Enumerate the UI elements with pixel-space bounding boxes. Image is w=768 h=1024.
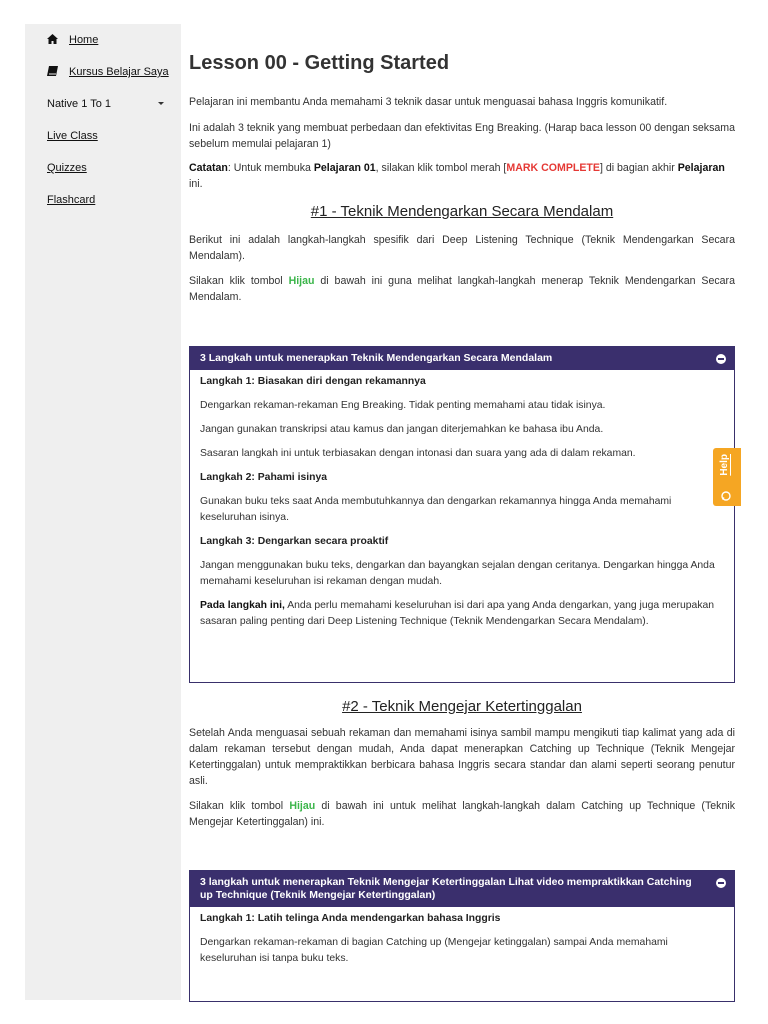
intro-paragraph: Pelajaran ini membantu Anda memahami 3 teknik dasar untuk menguasai bahasa Inggris komunikatif. [189,96,668,108]
sidebar-item-label: Kursus Belajar Saya [69,66,169,78]
collapse-icon[interactable] [716,354,726,364]
accordion-title: 3 langkah untuk menerapkan Teknik Mengejar Ketertinggalan Lihat video mempraktikkan Catching up Technique (Teknik Mengejar Ketertinggalan) [200,876,692,901]
sidebar-item-native[interactable] [47,98,111,110]
step-paragraph: Jangan menggunakan buku teks, dengarkan dan bayangkan sejalan dengan ceritanya. Dengarkan hingga Anda memahami keseluruhan isi rekaman dengan mudah. [200,560,715,587]
help-button[interactable] [713,448,741,506]
step-paragraph: Sasaran langkah ini untuk terbiasakan dengan intonasi dan suara yang ada di dalam rekaman. [200,448,636,459]
step-heading: Langkah 1: Latih telinga Anda mendengarkan bahasa Inggris [200,913,501,924]
sidebar [25,24,181,1000]
accordion-body [190,370,734,630]
sidebar-item-label: Flashcard [47,194,96,206]
step-paragraph: Pada langkah ini, Anda perlu memahami keseluruhan isi dari apa yang Anda dengarkan, yang juga merupakan sasaran paling penting dari Deep Listening Technique (Teknik Mendengarkan Secara Mendalam). [200,600,715,627]
sidebar-item-label: Native 1 To 1 [47,98,112,110]
sidebar-item-live-class[interactable] [47,130,98,142]
collapse-icon[interactable] [716,878,726,888]
step-heading: Langkah 3: Dengarkan secara proaktif [200,536,389,547]
accordion-panel [189,346,735,683]
step-paragraph: Dengarkan rekaman-rekaman di bagian Catching up (Mengejar ketinggalan) sampai Anda memahami keseluruhan isi tanpa buku teks. [200,937,668,964]
accordion-header[interactable] [190,871,734,907]
sidebar-item-courses[interactable] [47,66,169,79]
help-label: Help [719,454,730,476]
home-icon [47,34,61,47]
sidebar-item-label: Home [69,34,99,46]
section-paragraph: Silakan klik tombol Hijau di bawah ini untuk melihat langkah-langkah dalam Catching up Technique (Teknik Mengejar Ketertinggalan) ini. [189,800,735,828]
sidebar-item-label: Live Class [47,130,98,142]
section-heading: #2 - Teknik Mengejar Ketertinggalan [342,698,582,715]
accordion-header[interactable] [190,347,734,370]
section-heading: #1 - Teknik Mendengarkan Secara Mendalam [310,203,614,220]
step-paragraph: Gunakan buku teks saat Anda membutuhkannya dan dengarkan rekamannya hingga Anda memahami keseluruhan isinya. [200,496,672,523]
step-paragraph: Jangan gunakan transkripsi atau kamus dan jangan diterjemahkan ke bahasa ibu Anda. [200,424,604,435]
accordion-body [190,907,734,967]
book-icon [47,66,61,79]
accordion-panel [189,870,735,1002]
note-paragraph: Catatan: Untuk membuka Pelajaran 01, silakan klik tombol merah [MARK COMPLETE] di bagian akhir Pelajaran ini. [189,162,725,190]
sidebar-item-flashcard[interactable] [47,194,95,206]
step-paragraph: Dengarkan rekaman-rekaman Eng Breaking. Tidak penting memahami atau tidak isinya. [200,400,606,411]
accordion-title: 3 Langkah untuk menerapkan Teknik Mendengarkan Secara Mendalam [200,352,553,364]
sidebar-item-label: Quizzes [47,162,87,174]
section-paragraph: Berikut ini adalah langkah-langkah spesifik dari Deep Listening Technique (Teknik Mendengarkan Secara Mendalam). [189,234,735,262]
step-heading: Langkah 2: Pahami isinya [200,472,328,483]
page-title: Lesson 00 - Getting Started [189,52,450,74]
chat-bubble-icon [721,488,731,498]
step-heading: Langkah 1: Biasakan diri dengan rekamannya [200,376,426,387]
sidebar-item-quizzes[interactable] [47,162,87,174]
sidebar-item-home[interactable] [47,34,98,47]
section-paragraph: Silakan klik tombol Hijau di bawah ini guna melihat langkah-langkah menerap Teknik Mendengarkan Secara Mendalam. [189,275,735,303]
chevron-down-icon[interactable] [158,102,164,105]
intro-paragraph: Ini adalah 3 teknik yang membuat perbedaan dan efektivitas Eng Breaking. (Harap baca lesson 00 dengan seksama sebelum memulai pelajaran 1) [189,122,735,150]
section-paragraph: Setelah Anda menguasai sebuah rekaman dan memahami isinya sambil mampu mengikuti tiap kalimat yang ada di dalam rekaman tersebut dengan mudah, Anda dapat menerapkan Catching up Technique (Teknik Mengejar Ketertinggalan) untuk mempraktikkan berbicara bahasa Inggris secara standar dan alami seperti seorang penutur asli. [189,727,735,787]
